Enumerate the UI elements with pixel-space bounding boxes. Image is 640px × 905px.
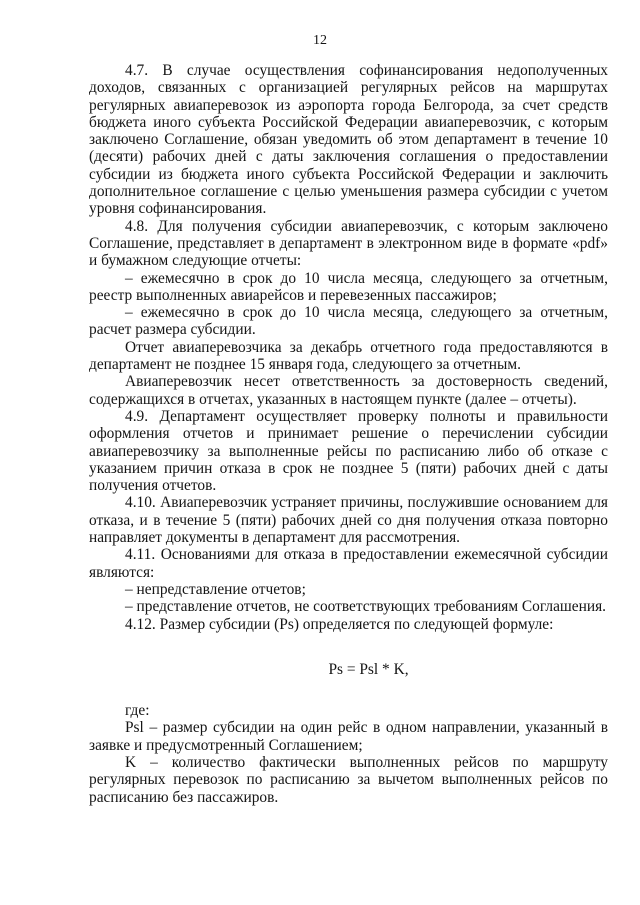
list-item: – ежемесячно в срок до 10 числа месяца, следующего за отчетным, расчет размера субсидии. (89, 304, 608, 339)
paragraph-december-report: Отчет авиаперевозчика за декабрь отчетного года предоставляются в департамент не позднее 15 января года, следующего за отчетным. (89, 338, 608, 374)
definition-psl: Psl – размер субсидии на один рейс в одном направлении, указанный в заявке и предусмотренный Соглашением; (89, 719, 608, 754)
formula-where-label: где: (125, 702, 150, 720)
paragraph-4-10: 4.10. Авиаперевозчик устраняет причины, послужившие основанием для отказа, и в течение 5 (пяти) рабочих дней со дня получения отказа повторно направляет документы в департамент для рассмотрения. (89, 494, 608, 547)
subsidy-formula: Ps = Psl * K, (328, 660, 409, 678)
definition-k: K – количество фактически выполненных рейсов по маршруту регулярных перевозок по расписанию за вычетом выполненных рейсов по расписанию без пассажиров. (89, 753, 608, 806)
paragraph-4-11: 4.11. Основаниями для отказа в предоставлении ежемесячной субсидии являются: (89, 546, 608, 581)
paragraph-4-12: 4.12. Размер субсидии (Ps) определяется по следующей формуле: (125, 615, 554, 633)
list-item: – ежемесячно в срок до 10 числа месяца, следующего за отчетным, реестр выполненных авиарейсов и перевезенных пассажиров; (89, 269, 608, 304)
paragraph-responsibility: Авиаперевозчик несет ответственность за достоверность сведений, содержащихся в отчетах, указанных в настоящем пункте (далее – отчеты). (89, 373, 608, 408)
list-item: – представление отчетов, не соответствующих требованиям Соглашения. (125, 598, 606, 616)
paragraph-4-7: 4.7. В случае осуществления софинансирования недополученных доходов, связанных с организацией регулярных рейсов на маршрутах регулярных авиаперевозок из аэропорта города Белгорода, за счет средств бюджета иного субъекта Российской Федерации авиаперевозчик, с которым заключено Соглашение, обязан уведомить об этом департамент в течение 10 (десяти) рабочих дней с даты заключения соглашения о предоставлении субсидии из бюджета иного субъекта Российской Федерации и заключить дополнительное соглашение с целью уменьшения размера субсидии с учетом уровня софинансирования. (89, 62, 608, 218)
page-number: 12 (313, 33, 327, 48)
paragraph-4-8: 4.8. Для получения субсидии авиаперевозчик, с которым заключено Соглашение, представляет в департамент в электронном виде в формате «pdf» и бумажном следующие отчеты: (89, 217, 608, 270)
list-item: – непредставление отчетов; (125, 580, 306, 598)
paragraph-4-9: 4.9. Департамент осуществляет проверку полноты и правильности оформления отчетов и принимает решение о перечислении субсидии авиаперевозчику за выполненные рейсы по расписанию либо об отказе с указанием причин отказа в срок не позднее 5 (пяти) рабочих дней с даты получения отчетов. (89, 407, 608, 495)
document-body (89, 62, 608, 806)
